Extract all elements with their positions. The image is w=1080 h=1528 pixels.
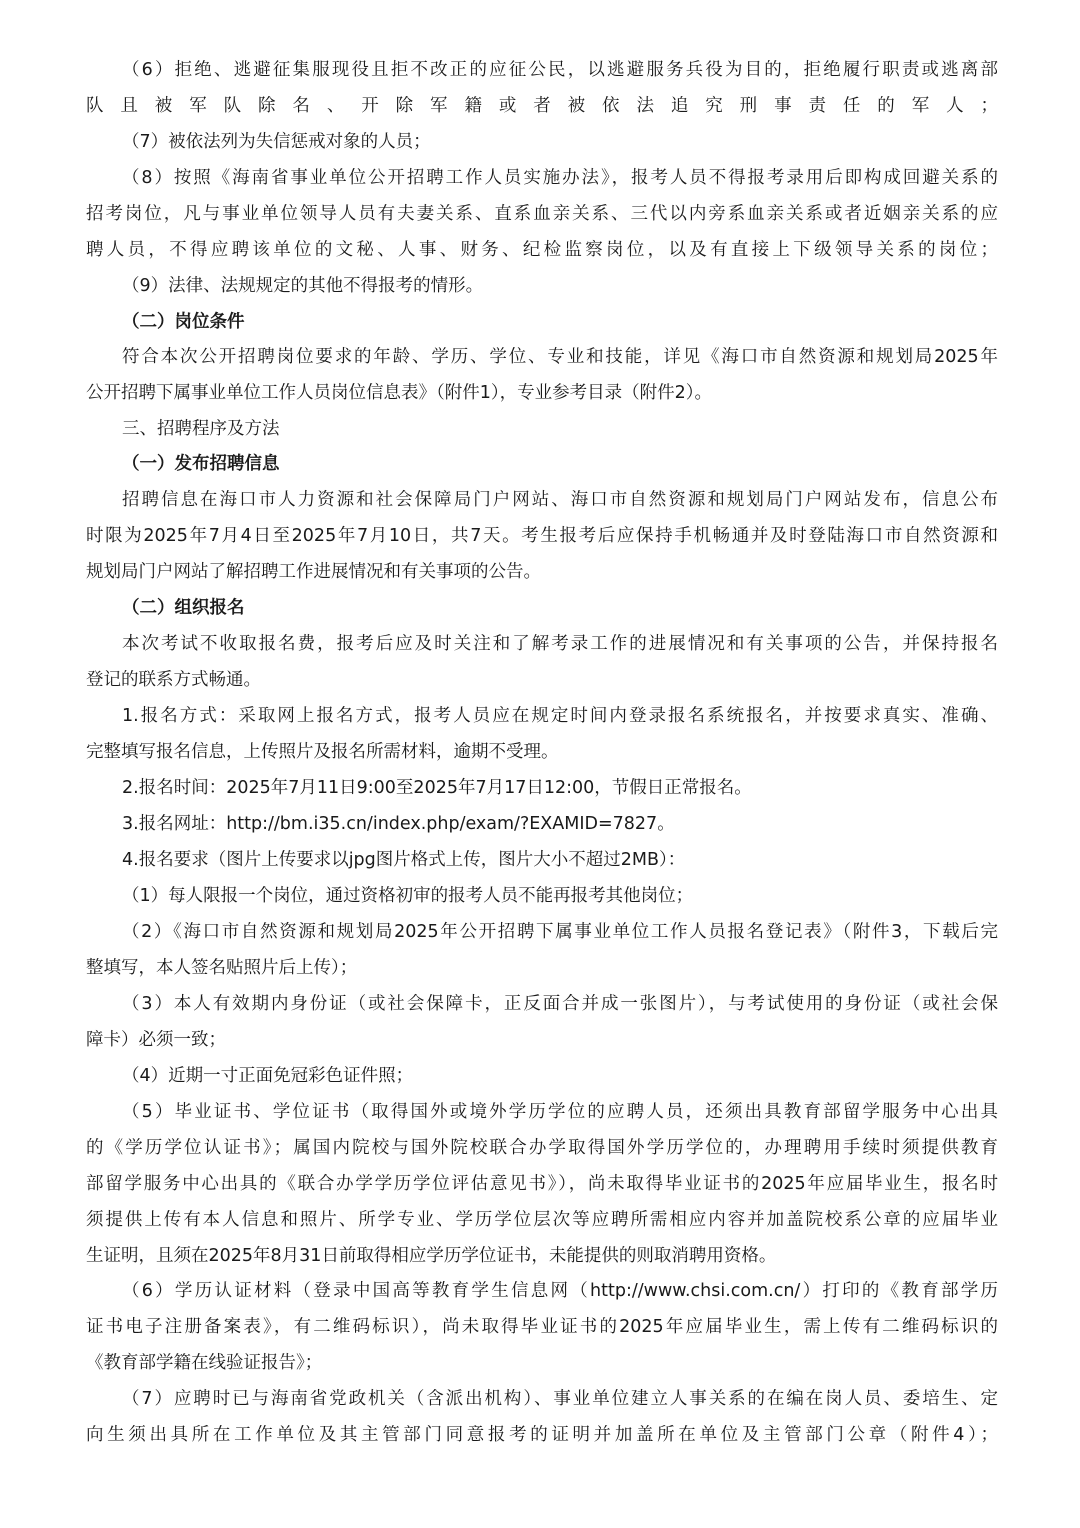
paragraph-line: （4）近期一寸正面免冠彩色证件照； xyxy=(122,1066,414,1086)
paragraph-line: 部留学服务中心出具的《联合办学学历学位评估意见书》），尚未取得毕业证书的2025年应届毕业生，报名时 xyxy=(86,1174,998,1194)
paragraph-line: 完整填写报名信息，上传照片及报名所需材料，逾期不受理。 xyxy=(86,742,559,762)
paragraph-line: （3）本人有效期内身份证（或社会保障卡，正反面合并成一张图片），与考试使用的身份证（或社会保 xyxy=(122,994,998,1014)
paragraph-line: 整填写，本人签名贴照片后上传）； xyxy=(86,958,358,978)
section-heading: 三、招聘程序及方法 xyxy=(122,419,280,439)
paragraph-line: 的《学历学位认证书》；属国内院校与国外院校联合办学取得国外学历学位的，办理聘用手续时须提供教育 xyxy=(86,1138,998,1158)
paragraph-line: 规划局门户网站了解招聘工作进展情况和有关事项的公告。 xyxy=(86,562,541,582)
paragraph-line: 队且被军队除名、开除军籍或者被依法追究刑事责任的军人； xyxy=(86,96,998,116)
section-heading: （二）组织报名 xyxy=(122,598,245,618)
paragraph-line: （1）每人限报一个岗位，通过资格初审的报考人员不能再报考其他岗位； xyxy=(122,886,694,906)
paragraph-line: 《教育部学籍在线验证报告》； xyxy=(86,1353,323,1373)
paragraph-line: 生证明，且须在2025年8月31日前取得相应学历学位证书，未能提供的则取消聘用资格。 xyxy=(86,1246,777,1266)
section-heading: （一）发布招聘信息 xyxy=(122,454,280,474)
paragraph-line: 1.报名方式：采取网上报名方式，报考人员应在规定时间内登录报名系统报名，并按要求真实、准确、 xyxy=(122,706,998,726)
paragraph-line: （8）按照《海南省事业单位公开招聘工作人员实施办法》，报考人员不得报考录用后即构成回避关系的 xyxy=(122,168,998,188)
paragraph-line: （7）被依法列为失信惩戒对象的人员； xyxy=(122,132,431,152)
paragraph-line: 须提供上传有本人信息和照片、所学专业、学历学位层次等应聘所需相应内容并加盖院校系公章的应届毕业 xyxy=(86,1210,998,1230)
paragraph-line: 2.报名时间：2025年7月11日9:00至2025年7月17日12:00，节假日正常报名。 xyxy=(122,778,752,798)
paragraph-line: 3.报名网址：http://bm.i35.cn/index.php/exam/?EXAMID=7827。 xyxy=(122,814,675,834)
paragraph-line: 招考岗位，凡与事业单位领导人员有夫妻关系、直系血亲关系、三代以内旁系血亲关系或者近姻亲关系的应 xyxy=(86,204,998,224)
paragraph-line: 招聘信息在海口市人力资源和社会保障局门户网站、海口市自然资源和规划局门户网站发布，信息公布 xyxy=(122,490,998,510)
paragraph-line: 时限为2025年7月4日至2025年7月10日，共7天。考生报考后应保持手机畅通并及时登陆海口市自然资源和 xyxy=(86,526,998,546)
paragraph-line: 公开招聘下属事业单位工作人员岗位信息表》（附件1），专业参考目录（附件2）。 xyxy=(86,383,713,403)
paragraph-line: （5）毕业证书、学位证书（取得国外或境外学历学位的应聘人员，还须出具教育部留学服务中心出具 xyxy=(122,1102,998,1122)
paragraph-line: 聘人员，不得应聘该单位的文秘、人事、财务、纪检监察岗位，以及有直接上下级领导关系的岗位； xyxy=(86,240,998,260)
paragraph-line: 本次考试不收取报名费，报考后应及时关注和了解考录工作的进展情况和有关事项的公告，并保持报名 xyxy=(122,634,998,654)
paragraph-line: （6）学历认证材料（登录中国高等教育学生信息网（http://www.chsi.com.cn/）打印的《教育部学历 xyxy=(122,1281,998,1301)
paragraph-line: （6）拒绝、逃避征集服现役且拒不改正的应征公民，以逃避服务兵役为目的，拒绝履行职责或逃离部 xyxy=(122,60,998,80)
paragraph-line: 登记的联系方式畅通。 xyxy=(86,670,261,690)
paragraph-line: 向生须出具所在工作单位及其主管部门同意报考的证明并加盖所在单位及主管部门公章（附件4）； xyxy=(86,1425,998,1445)
section-heading: （二）岗位条件 xyxy=(122,312,245,332)
paragraph-line: 证书电子注册备案表》，有二维码标识），尚未取得毕业证书的2025年应届毕业生，需上传有二维码标识的 xyxy=(86,1317,998,1337)
paragraph-line: 障卡）必须一致； xyxy=(86,1030,226,1050)
paragraph-line: 4.报名要求（图片上传要求以jpg图片格式上传，图片大小不超过2MB）： xyxy=(122,850,686,870)
paragraph-line: 符合本次公开招聘岗位要求的年龄、学历、学位、专业和技能，详见《海口市自然资源和规划局2025年 xyxy=(122,347,998,367)
paragraph-line: （7）应聘时已与海南省党政机关（含派出机构）、事业单位建立人事关系的在编在岗人员、委培生、定 xyxy=(122,1389,998,1409)
paragraph-line: （2）《海口市自然资源和规划局2025年公开招聘下属事业单位工作人员报名登记表》（附件3，下载后完 xyxy=(122,922,998,942)
paragraph-line: （9）法律、法规规定的其他不得报考的情形。 xyxy=(122,276,484,296)
